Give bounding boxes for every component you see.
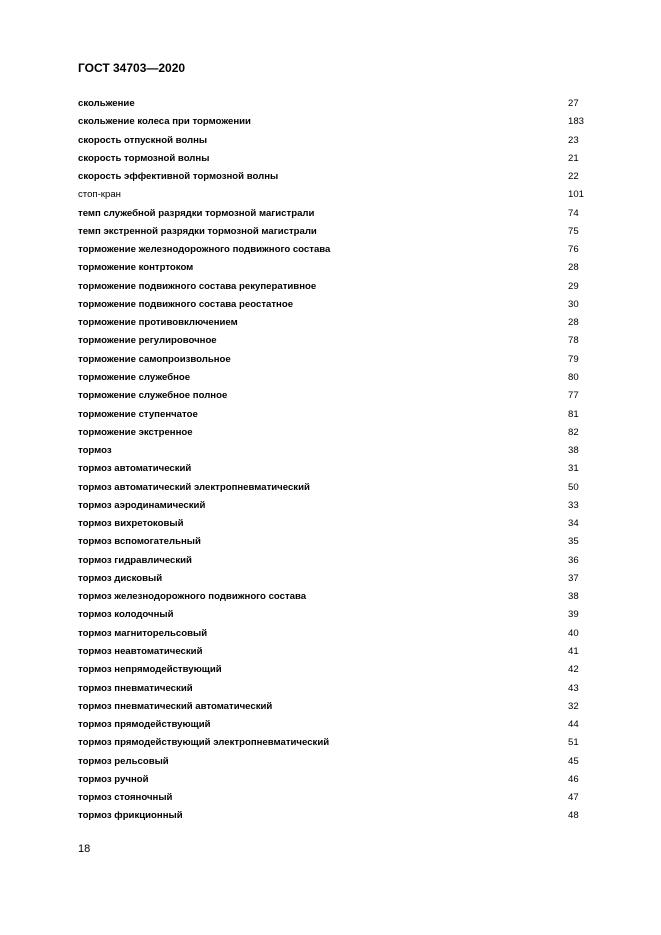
- index-page-ref: 22: [568, 171, 579, 183]
- index-term: торможение служебное: [78, 371, 191, 383]
- index-entry: [78, 259, 598, 277]
- index-entry: [78, 369, 598, 387]
- index-entry: [78, 698, 598, 716]
- index-entry: [78, 223, 598, 241]
- index-page-ref: 80: [568, 371, 579, 383]
- index-term: торможение подвижного состава реостатное: [78, 298, 294, 310]
- index-term: стоп-кран: [78, 189, 121, 201]
- index-page-ref: 29: [568, 280, 579, 292]
- index-entry: [78, 442, 598, 460]
- index-page-ref: 77: [568, 390, 579, 402]
- index-entry: [78, 716, 598, 734]
- index-term: тормоз аэродинамический: [78, 499, 206, 511]
- index-entry: [78, 661, 598, 679]
- index-entry: [78, 515, 598, 533]
- index-term: тормоз автоматический: [78, 463, 192, 475]
- index-page-ref: 74: [568, 207, 579, 219]
- index-term: тормоз пневматический: [78, 682, 193, 694]
- index-term: торможение самопроизвольное: [78, 353, 231, 365]
- index-term: торможение регулировочное: [78, 335, 217, 347]
- index-page-ref: 21: [568, 152, 579, 164]
- index-entry: [78, 95, 598, 113]
- index-term: тормоз ручной: [78, 773, 149, 785]
- index-page-ref: 31: [568, 463, 579, 475]
- index-page-ref: 48: [568, 810, 579, 822]
- index-page-ref: 35: [568, 536, 579, 548]
- index-entry: [78, 588, 598, 606]
- page-number: 18: [78, 843, 91, 855]
- index-entry: [78, 771, 598, 789]
- index-page-ref: 78: [568, 335, 579, 347]
- index-entry: [78, 332, 598, 350]
- index-page-ref: 37: [568, 572, 579, 584]
- index-entry: [78, 205, 598, 223]
- alphabetical-index: [78, 95, 598, 826]
- index-page-ref: 45: [568, 755, 579, 767]
- index-entry: [78, 533, 598, 551]
- index-page-ref: 38: [568, 591, 579, 603]
- index-page-ref: 27: [568, 98, 579, 109]
- index-entry: [78, 387, 598, 405]
- index-term: торможение ступенчатое: [78, 408, 198, 420]
- index-term: тормоз пневматический автоматический: [78, 700, 273, 712]
- index-entry: [78, 570, 598, 588]
- index-page-ref: 28: [568, 262, 579, 274]
- index-term: темп экстренной разрядки тормозной магистрали: [78, 225, 317, 237]
- index-term: тормоз прямодействующий электропневматический: [78, 737, 330, 749]
- index-page-ref: 39: [568, 609, 579, 621]
- index-entry: [78, 460, 598, 478]
- index-page-ref: 40: [568, 627, 579, 639]
- index-term: тормоз прямодействующий: [78, 719, 211, 731]
- index-entry: [78, 497, 598, 515]
- index-page-ref: 41: [568, 645, 579, 657]
- index-entry: [78, 789, 598, 807]
- index-page-ref: 33: [568, 499, 579, 511]
- index-term: торможение экстренное: [78, 426, 193, 438]
- index-page-ref: 32: [568, 700, 579, 712]
- index-term: тормоз фрикционный: [78, 810, 183, 822]
- index-page-ref: 76: [568, 244, 579, 256]
- index-term: торможение контртоком: [78, 262, 194, 274]
- index-page-ref: 23: [568, 134, 579, 146]
- index-term: тормоз дисковый: [78, 572, 163, 584]
- index-entry: [78, 406, 598, 424]
- index-entry: [78, 113, 598, 131]
- index-entry: [78, 734, 598, 752]
- index-entry: [78, 150, 598, 168]
- index-term: тормоз стояночный: [78, 792, 173, 804]
- index-page-ref: 44: [568, 719, 579, 731]
- index-term: скорость отпускной волны: [78, 134, 208, 146]
- index-page-ref: 30: [568, 298, 579, 310]
- index-entry: [78, 643, 598, 661]
- index-term: тормоз: [78, 445, 112, 457]
- index-entry: [78, 625, 598, 643]
- index-term: тормоз неавтоматический: [78, 645, 203, 657]
- index-term: тормоз колодочный: [78, 609, 174, 621]
- index-term: торможение подвижного состава рекуперативное: [78, 280, 317, 292]
- index-page-ref: 28: [568, 317, 579, 329]
- index-page-ref: 79: [568, 353, 579, 365]
- index-term: скорость эффективной тормозной волны: [78, 171, 279, 183]
- index-page-ref: 47: [568, 792, 579, 804]
- index-page-ref: 36: [568, 554, 579, 566]
- index-entry: [78, 278, 598, 296]
- index-term: тормоз вихретоковый: [78, 518, 184, 530]
- index-term: скольжение: [78, 98, 135, 109]
- index-entry: [78, 807, 598, 825]
- index-page-ref: 183: [568, 116, 585, 128]
- index-term: тормоз автоматический электропневматический: [78, 481, 310, 493]
- index-term: тормоз рельсовый: [78, 755, 169, 767]
- index-page-ref: 38: [568, 445, 579, 457]
- index-entry: [78, 314, 598, 332]
- index-term: скорость тормозной волны: [78, 152, 210, 164]
- index-entry: [78, 351, 598, 369]
- index-page-ref: 51: [568, 737, 579, 749]
- index-term: темп служебной разрядки тормозной магистрали: [78, 207, 315, 219]
- index-page-ref: 50: [568, 481, 579, 493]
- index-page-ref: 82: [568, 426, 579, 438]
- index-page-ref: 34: [568, 518, 579, 530]
- index-entry: [78, 241, 598, 259]
- index-page-ref: 43: [568, 682, 579, 694]
- index-term: скольжение колеса при торможении: [78, 116, 251, 128]
- index-entry: [78, 132, 598, 150]
- index-page-ref: 46: [568, 773, 579, 785]
- document-header: ГОСТ 34703—2020: [78, 61, 186, 75]
- index-term: торможение железнодорожного подвижного состава: [78, 244, 331, 256]
- index-term: тормоз железнодорожного подвижного состава: [78, 591, 307, 603]
- index-entry: [78, 186, 598, 204]
- index-entry: [78, 479, 598, 497]
- index-entry: [78, 680, 598, 698]
- index-term: тормоз гидравлический: [78, 554, 192, 566]
- index-page-ref: 75: [568, 225, 579, 237]
- index-entry: [78, 753, 598, 771]
- index-term: торможение служебное полное: [78, 390, 228, 402]
- index-entry: [78, 424, 598, 442]
- index-term: торможение противовключением: [78, 317, 238, 329]
- index-term: тормоз магниторельсовый: [78, 627, 208, 639]
- index-page-ref: 101: [568, 189, 585, 201]
- index-term: тормоз непрямодействующий: [78, 664, 222, 676]
- index-entry: [78, 168, 598, 186]
- index-entry: [78, 296, 598, 314]
- index-page-ref: 42: [568, 664, 579, 676]
- index-entry: [78, 552, 598, 570]
- index-term: тормоз вспомогательный: [78, 536, 201, 548]
- index-page-ref: 81: [568, 408, 579, 420]
- index-entry: [78, 606, 598, 624]
